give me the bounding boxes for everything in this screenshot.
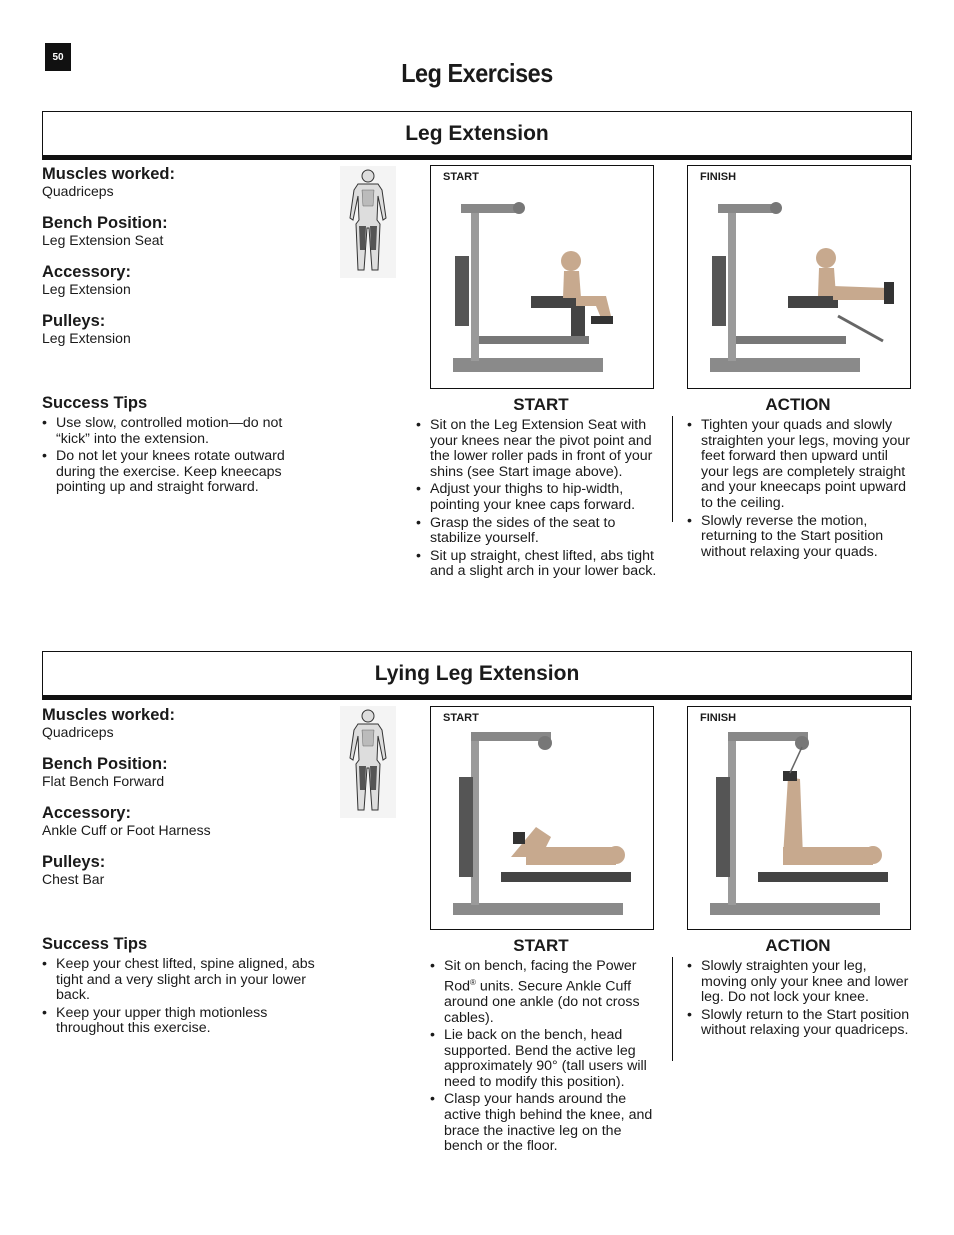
success-tips-title: Success Tips	[42, 394, 148, 412]
machine-illustration-icon	[431, 166, 653, 388]
machine-illustration-icon	[431, 707, 653, 929]
list-item: • Adjust your thighs to hip-width, pointing your knee caps forward.	[416, 482, 664, 513]
list-item: • Keep your chest lifted, spine aligned, abs tight and a very slight arch in your lower back.	[42, 957, 317, 1004]
accessory-value: Ankle Cuff or Foot Harness	[42, 822, 211, 838]
pulleys-label: Pulleys:	[42, 853, 106, 871]
photo-label: START	[443, 171, 479, 183]
start-photo	[430, 706, 654, 930]
steps-list	[687, 418, 915, 560]
exercise-info	[42, 706, 332, 902]
lying-leg-extension-section	[42, 651, 912, 1221]
section-title: Leg Extension	[405, 121, 549, 145]
section-title: Lying Leg Extension	[374, 661, 580, 685]
muscle-diagram-icon	[340, 166, 396, 278]
machine-illustration-icon	[688, 707, 910, 929]
list-item	[430, 959, 660, 1026]
start-steps	[416, 418, 664, 582]
list-item: • Sit up straight, chest lifted, abs tight and a slight arch in your lower back.	[416, 549, 664, 580]
list-item: • Slowly reverse the motion, returning to the Start position without relaxing your quads.	[687, 514, 915, 561]
list-item: • Clasp your hands around the active thigh behind the knee, and brace the inactive leg on the bench or the floor.	[430, 1092, 660, 1154]
list-item: • Tighten your quads and slowly straighten your legs, moving your feet forward then upward until your legs are completely straight and your kneecaps point upward to the ceiling.	[687, 418, 915, 512]
section-header	[42, 111, 912, 160]
accessory-label: Accessory:	[42, 263, 131, 281]
action-heading: ACTION	[765, 395, 831, 414]
success-tips	[42, 416, 307, 498]
page-number: 50	[45, 43, 71, 71]
finish-photo	[687, 165, 911, 389]
column-divider	[672, 416, 673, 522]
bench-value: Flat Bench Forward	[42, 773, 165, 789]
photo-label: FINISH	[700, 712, 737, 724]
bench-label: Bench Position:	[42, 214, 168, 232]
list-item: • Use slow, controlled motion—do not “kick” into the extension.	[42, 416, 307, 447]
leg-extension-section	[42, 111, 912, 641]
section-header	[42, 651, 912, 700]
step-text: Sit on bench, facing the Power Rod	[444, 958, 637, 995]
photo-label: START	[443, 712, 479, 724]
step-text: units. Secure Ankle Cuff around one ankle (do not cross cables).	[444, 978, 640, 1026]
action-steps	[687, 418, 915, 562]
steps-list	[416, 418, 664, 580]
accessory-label: Accessory:	[42, 804, 131, 822]
pulleys-value: Leg Extension	[42, 330, 131, 346]
list-item: • Grasp the sides of the seat to stabilize yourself.	[416, 516, 664, 547]
tips-list	[42, 416, 307, 496]
tips-list	[42, 957, 317, 1037]
column-divider	[672, 957, 673, 1061]
muscle-diagram-icon	[340, 706, 396, 818]
success-tips-title: Success Tips	[42, 935, 148, 953]
start-heading: START	[513, 395, 569, 414]
muscles-label: Muscles worked:	[42, 706, 175, 724]
steps-list	[430, 959, 660, 1155]
machine-illustration-icon	[688, 166, 910, 388]
finish-photo	[687, 706, 911, 930]
muscles-value: Quadriceps	[42, 183, 114, 199]
list-item: • Slowly return to the Start position without relaxing your quadriceps.	[687, 1008, 912, 1039]
list-item: • Lie back on the bench, head supported. Bend the active leg approximately 90° (tall users will need to modify this position).	[430, 1028, 660, 1090]
start-heading: START	[513, 936, 569, 955]
success-tips	[42, 957, 317, 1039]
bench-label: Bench Position:	[42, 755, 168, 773]
pulleys-value: Chest Bar	[42, 871, 105, 887]
accessory-value: Leg Extension	[42, 281, 131, 297]
exercise-info	[42, 165, 332, 361]
page-title: Leg Exercises	[401, 58, 553, 88]
muscles-label: Muscles worked:	[42, 165, 175, 183]
steps-list	[687, 959, 912, 1039]
list-item: • Keep your upper thigh motionless throughout this exercise.	[42, 1006, 317, 1037]
pulleys-label: Pulleys:	[42, 312, 106, 330]
list-item: • Sit on the Leg Extension Seat with your knees near the pivot point and the lower roller pads in front of your shins (see Start image above).	[416, 418, 664, 480]
photo-label: FINISH	[700, 171, 737, 183]
start-photo	[430, 165, 654, 389]
muscles-value: Quadriceps	[42, 724, 114, 740]
bench-value: Leg Extension Seat	[42, 232, 164, 248]
list-item: • Do not let your knees rotate outward during the exercise. Keep kneecaps pointing up and straight forward.	[42, 449, 307, 496]
action-steps	[687, 959, 912, 1041]
list-item: • Slowly straighten your leg, moving only your knee and lower leg. Do not lock your knee.	[687, 959, 912, 1006]
registered-mark: ®	[470, 977, 476, 987]
start-steps	[430, 959, 660, 1157]
action-heading: ACTION	[765, 936, 831, 955]
